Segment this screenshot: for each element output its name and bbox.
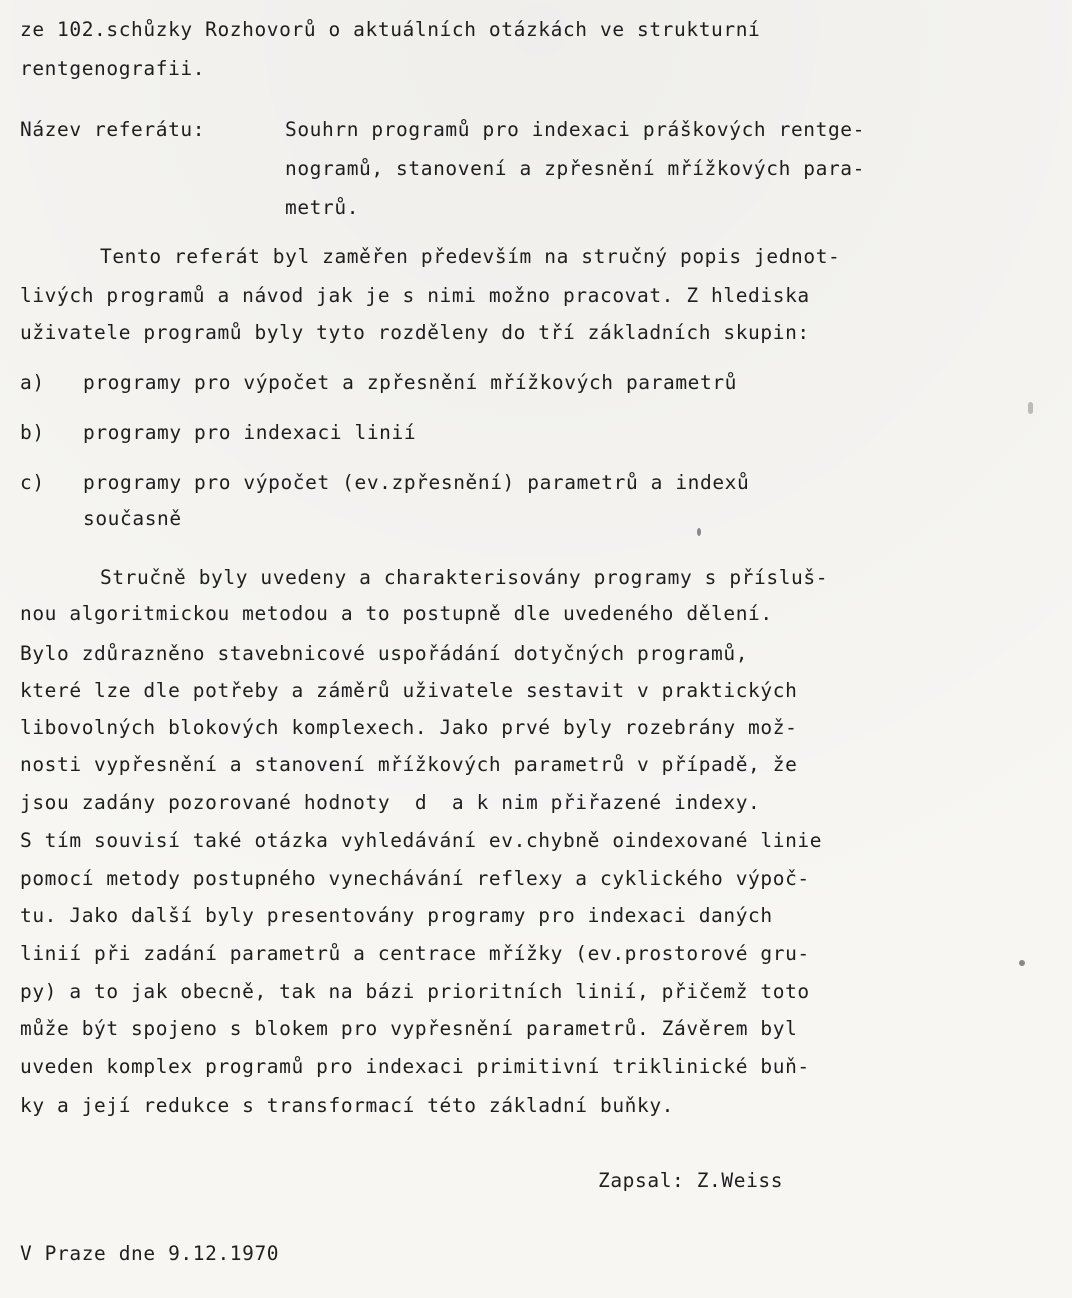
para1-line-3: uživatele programů byly tyto rozděleny do tří základních skupin: (20, 321, 810, 344)
title-label: Název referátu: (20, 118, 206, 141)
paper-mark (1019, 960, 1025, 966)
para2-line-1: Stručně byly uvedeny a charakterisovány programy s přísluš- (100, 566, 829, 589)
title-line-2: nogramů, stanovení a zpřesnění mřížkových para- (285, 157, 865, 180)
place-date: V Praze dne 9.12.1970 (20, 1242, 280, 1265)
list-item-b: programy pro indexaci linií (83, 421, 417, 444)
list-marker-c: c) (20, 471, 45, 494)
para2-line-7: jsou zadány pozorované hodnoty d a k nim přiřazené indexy. (20, 791, 761, 814)
para2-line-10: tu. Jako další byly presentovány programy pro indexaci daných (20, 904, 773, 927)
para1-line-1: Tento referát byl zaměřen především na stručný popis jednot- (100, 245, 841, 268)
para2-line-5: libovolných blokových komplexech. Jako prvé byly rozebrány mož- (20, 716, 798, 739)
para2-line-3: Bylo zdůrazněno stavebnicové uspořádání dotyčných programů, (20, 642, 749, 665)
para2-line-4: které lze dle potřeby a záměrů uživatele sestavit v praktických (20, 679, 798, 702)
para2-line-14: uveden komplex programů pro indexaci primitivní triklinické buň- (20, 1055, 810, 1078)
para1-line-2: livých programů a návod jak je s nimi možno pracovat. Z hlediska (20, 284, 810, 307)
para2-line-9: pomocí metody postupného vynechávání reflexy a cyklického výpoč- (20, 867, 810, 890)
paper-mark (1028, 402, 1033, 414)
para2-line-11: linií při zadání parametrů a centrace mřížky (ev.prostorové gru- (20, 942, 810, 965)
list-item-c-line-2: současně (83, 507, 182, 530)
signature: Zapsal: Z.Weiss (598, 1169, 784, 1192)
list-item-c-line-1: programy pro výpočet (ev.zpřesnění) parametrů a indexů (83, 471, 750, 494)
paper-mark (697, 528, 701, 536)
para2-line-12: py) a to jak obecně, tak na bázi prioritních linií, přičemž toto (20, 980, 810, 1003)
para2-line-13: může být spojeno s blokem pro vypřesnění parametrů. Závěrem byl (20, 1017, 798, 1040)
para2-line-2: nou algoritmickou metodou a to postupně dle uvedeného dělení. (20, 602, 773, 625)
para2-line-8: S tím souvisí také otázka vyhledávání ev.chybně oindexované linie (20, 829, 823, 852)
intro-line-2: rentgenografii. (20, 57, 206, 80)
title-line-3: metrů. (285, 196, 360, 219)
para2-line-6: nosti vypřesnění a stanovení mřížkových parametrů v případě, že (20, 753, 798, 776)
intro-line-1: ze 102.schůzky Rozhovorů o aktuálních otázkách ve strukturní (20, 18, 761, 41)
para2-line-15: ky a její redukce s transformací této základní buňky. (20, 1094, 675, 1117)
list-marker-a: a) (20, 371, 45, 394)
list-marker-b: b) (20, 421, 45, 444)
list-item-a: programy pro výpočet a zpřesnění mřížkových parametrů (83, 371, 738, 394)
title-line-1: Souhrn programů pro indexaci práškových rentge- (285, 118, 865, 141)
